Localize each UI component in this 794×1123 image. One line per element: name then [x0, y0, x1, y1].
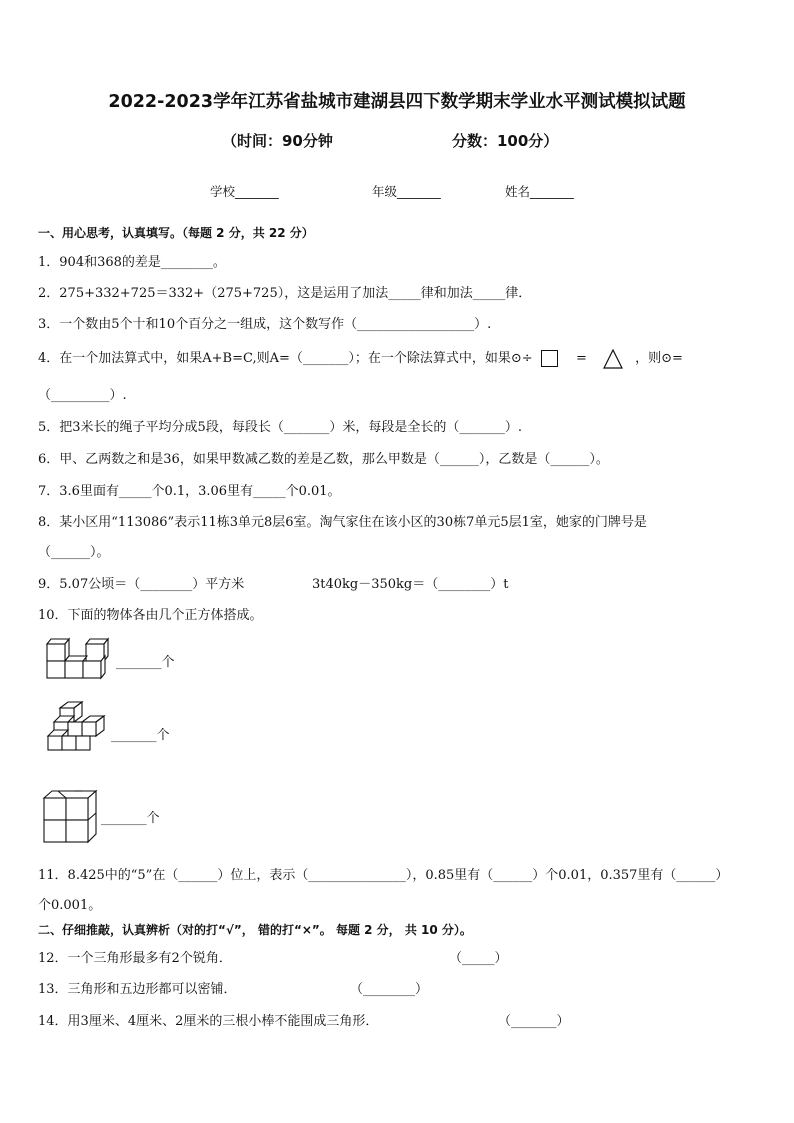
question-3: 3．一个数由5个十和10个百分之一组成，这个数写作（__________________）. — [38, 317, 492, 332]
question-11: 11．8.425中的“5”在（______）位上，表示（_______________），0.85里有（______）个0.01，0.357里有（______） — [38, 868, 729, 883]
question-1: 1．904和368的差是________。 — [38, 255, 226, 270]
exam-time: （时间：90分钟 — [222, 132, 333, 150]
cube-figure-2 — [44, 700, 108, 760]
cube-figure-1 — [44, 636, 112, 680]
question-12: 12．一个三角形最多有2个锐角． — [38, 951, 232, 966]
exam-score: 分数：100分） — [452, 132, 559, 150]
cube-figure-3 — [42, 788, 100, 844]
question-11-cont: 个0.001。 — [38, 898, 102, 913]
question-6: 6．甲、乙两数之和是36，如果甲数减乙数的差是乙数，那么甲数是（______），乙数是（______）。 — [38, 452, 609, 467]
question-4-text-a: 4．在一个加法算式中，如果A+B=C,则A=（_______）；在一个除法算式中，如果⊙÷ — [38, 351, 533, 366]
question-9a: 9．5.07公顷＝（________）平方米 — [38, 577, 245, 592]
question-12-answer[interactable]: （_____） — [449, 951, 508, 966]
grade-field[interactable]: 年级_______ — [372, 184, 441, 199]
question-2: 2．275+332+725＝332+（275+725），这是运用了加法_____律和加法_____律． — [38, 286, 532, 301]
question-8-cont: （______）。 — [38, 545, 110, 560]
cube-answer-2[interactable]: _______个 — [111, 728, 170, 743]
page-title: 2022-2023学年江苏省盐城市建湖县四下数学期末学业水平测试模拟试题 — [108, 92, 686, 112]
question-13-answer[interactable]: （________） — [350, 982, 429, 997]
triangle-icon — [603, 349, 623, 369]
name-field[interactable]: 姓名_______ — [505, 184, 574, 199]
question-13: 13．三角形和五边形都可以密铺． — [38, 982, 237, 997]
question-4-text-b: ，则⊙= — [635, 351, 683, 366]
question-4 — [38, 347, 683, 369]
question-9b: 3t40kg－350kg＝（________）t — [312, 577, 509, 592]
question-4-equals: = — [575, 351, 587, 366]
question-8: 8．某小区用“113086”表示11栋3单元8层6室。淘气家住在该小区的30栋7单元5层1室，她家的门牌号是 — [38, 515, 647, 530]
cube-answer-1[interactable]: _______个 — [116, 655, 175, 670]
cube-answer-3[interactable]: _______个 — [101, 811, 160, 826]
question-10: 10．下面的物体各由几个正方体搭成。 — [38, 608, 263, 623]
school-field[interactable]: 学校_______ — [210, 184, 279, 199]
square-icon — [541, 350, 558, 367]
question-5: 5．把3米长的绳子平均分成5段，每段长（_______）米，每段是全长的（_______）. — [38, 420, 522, 435]
section-heading-2: 二、仔细推敲，认真辨析（对的打“√”， 错的打“×”。 每题 2 分， 共 10 分）。 — [38, 923, 472, 937]
question-14: 14．用3厘米、4厘米、2厘米的三根小棒不能围成三角形． — [38, 1014, 379, 1029]
question-14-answer[interactable]: （_______） — [498, 1014, 570, 1029]
section-heading-1: 一、用心思考，认真填写。（每题 2 分，共 22 分） — [38, 226, 314, 240]
question-7: 7．3.6里面有_____个0.1，3.06里有_____个0.01。 — [38, 484, 341, 499]
question-4-cont: （_________）. — [38, 388, 127, 403]
